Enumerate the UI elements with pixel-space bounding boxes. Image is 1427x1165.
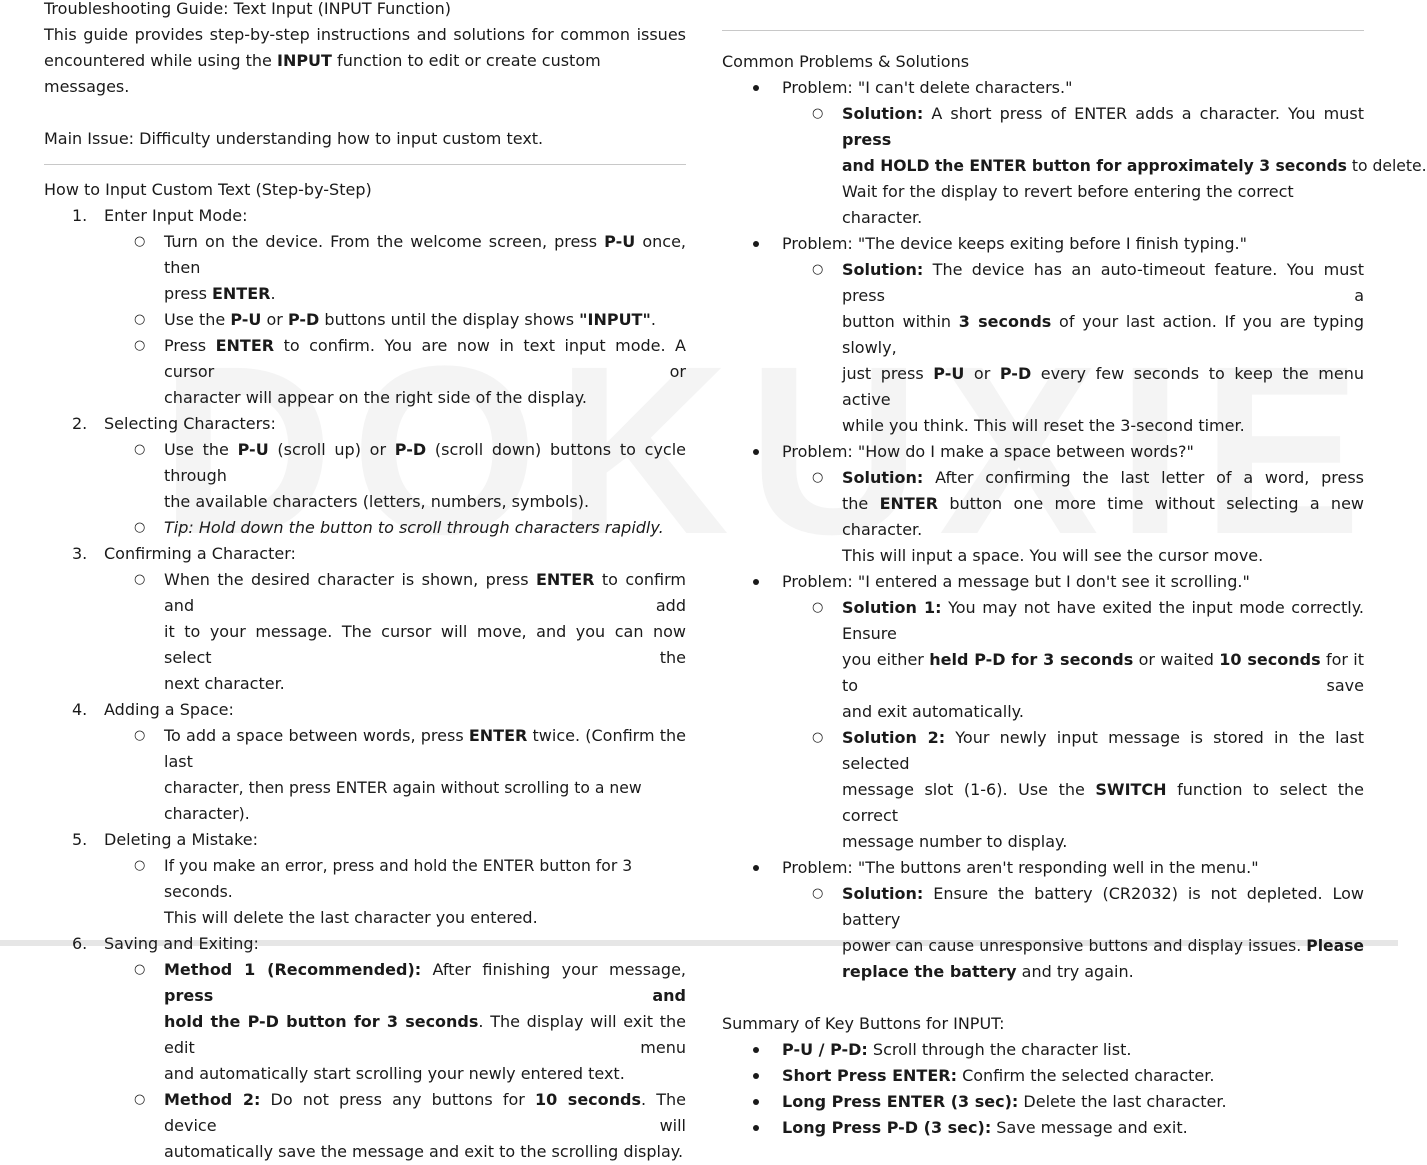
circle-bullet-icon: ○ xyxy=(812,262,824,277)
step-title: Confirming a Character: xyxy=(104,544,296,563)
step-title: Enter Input Mode: xyxy=(104,206,248,225)
problem-2: Problem: "The device keeps exiting before I finish typing." xyxy=(722,231,1364,257)
bullet-dot-icon xyxy=(753,241,759,247)
step-1-sub-3: ○ Press ENTER to confirm. You are now in text input mode. A cursor or character will appear on the right side of the display. xyxy=(44,333,686,411)
step-1-sub-2: ○ Use the P-U or P-D buttons until the display shows "INPUT". xyxy=(44,307,686,333)
summary-item: P-U / P-D: Scroll through the character list. xyxy=(722,1037,1364,1063)
problem-4-solution-1: ○ Solution 1: You may not have exited the input mode correctly. Ensure you either held P-D for 3 seconds or waited 10 seconds for it to save and exit automatically. xyxy=(722,595,1364,725)
summary-heading: Summary of Key Buttons for INPUT: xyxy=(722,1014,1005,1033)
circle-bullet-icon: ○ xyxy=(134,858,146,873)
step-title: Selecting Characters: xyxy=(104,414,276,433)
bullet-dot-icon xyxy=(753,579,759,585)
circle-bullet-icon: ○ xyxy=(812,730,824,745)
main-issue-heading: Main Issue: Difficulty understanding how to input custom text. xyxy=(44,129,544,148)
summary-item: Long Press P-D (3 sec): Save message and exit. xyxy=(722,1115,1364,1141)
bullet-dot-icon xyxy=(753,1125,759,1131)
step-3 xyxy=(44,541,686,567)
step-number: 2. xyxy=(72,414,88,433)
circle-bullet-icon: ○ xyxy=(812,470,824,485)
problem-4: Problem: "I entered a message but I don't see it scrolling." xyxy=(722,569,1364,595)
circle-bullet-icon: ○ xyxy=(812,886,824,901)
circle-bullet-icon: ○ xyxy=(134,338,146,353)
step-title: Saving and Exiting: xyxy=(104,934,259,953)
step-2 xyxy=(44,411,686,437)
bullet-dot-icon xyxy=(753,449,759,455)
circle-bullet-icon: ○ xyxy=(134,962,146,977)
problem-3: Problem: "How do I make a space between words?" xyxy=(722,439,1364,465)
step-1-sub-1: ○ Turn on the device. From the welcome screen, press P-U once, then press ENTER. xyxy=(44,229,686,307)
problem-5-solution: ○ Solution: Ensure the battery (CR2032) is not depleted. Low battery power can cause unresponsive buttons and display issues. Please replace the battery and try again. xyxy=(722,881,1364,985)
intro-text: function to edit or create custom messages. xyxy=(44,51,601,96)
circle-bullet-icon: ○ xyxy=(134,1092,146,1107)
problem-2-solution: ○ Solution: The device has an auto-timeout feature. You must press a button within 3 seconds of your last action. If you are typing slowly, just press P-U or P-D every few seconds to keep the menu active while you think. This will reset the 3-second timer. xyxy=(722,257,1364,439)
bullet-dot-icon xyxy=(753,865,759,871)
step-6 xyxy=(44,931,686,957)
problems-heading: Common Problems & Solutions xyxy=(722,52,970,71)
step-number: 6. xyxy=(72,934,88,953)
step-5 xyxy=(44,827,686,853)
step-1 xyxy=(44,203,686,229)
problem-1-solution: ○ Solution: A short press of ENTER adds a character. You must press and HOLD the ENTER button for approximately 3 seconds to delete. Wait for the display to revert before entering the correct character. xyxy=(722,101,1364,231)
bullet-dot-icon xyxy=(753,1073,759,1079)
step-5-sub-1: ○ If you make an error, press and hold the ENTER button for 3 seconds. This will delete the last character you entered. xyxy=(44,853,686,931)
intro-input-keyword: INPUT xyxy=(276,51,332,70)
circle-bullet-icon: ○ xyxy=(134,312,146,327)
circle-bullet-icon: ○ xyxy=(134,728,146,743)
how-to-heading: How to Input Custom Text (Step-by-Step) xyxy=(44,180,372,199)
step-title: Adding a Space: xyxy=(104,700,234,719)
step-4-sub-1: ○ To add a space between words, press ENTER twice. (Confirm the last character, then press ENTER again without scrolling to a new character). xyxy=(44,723,686,827)
document-title: Troubleshooting Guide: Text Input (INPUT Function) xyxy=(44,0,452,18)
step-number: 3. xyxy=(72,544,88,563)
step-3-sub-1: ○ When the desired character is shown, press ENTER to confirm and add it to your message. The cursor will move, and you can now select the next character. xyxy=(44,567,686,697)
step-2-sub-1: ○ Use the P-U (scroll up) or P-D (scroll down) buttons to cycle through the available characters (letters, numbers, symbols). xyxy=(44,437,686,515)
summary-item: Long Press ENTER (3 sec): Delete the last character. xyxy=(722,1089,1364,1115)
bullet-dot-icon xyxy=(753,1047,759,1053)
divider xyxy=(722,30,1364,31)
step-2-sub-2: ○ Tip: Hold down the button to scroll through characters rapidly. xyxy=(44,515,686,541)
problem-1: Problem: "I can't delete characters." xyxy=(722,75,1364,101)
step-number: 4. xyxy=(72,700,88,719)
intro-line-1: This guide provides step-by-step instructions and solutions for common issues xyxy=(44,25,686,44)
problem-4-solution-2: ○ Solution 2: Your newly input message is stored in the last selected message slot (1-6). Use the SWITCH function to select the correct message number to display. xyxy=(722,725,1364,855)
intro-line-2 xyxy=(44,48,686,100)
circle-bullet-icon: ○ xyxy=(134,442,146,457)
problem-5: Problem: "The buttons aren't responding well in the menu." xyxy=(722,855,1364,881)
step-6-sub-1: ○ Method 1 (Recommended): After finishing your message, press and hold the P-D button for 3 seconds. The display will exit the edit menu and automatically start scrolling your newly entered text. xyxy=(44,957,686,1087)
intro-text: encountered while using the xyxy=(44,51,277,70)
circle-bullet-icon: ○ xyxy=(134,572,146,587)
step-6-sub-2: ○ Method 2: Do not press any buttons for 10 seconds. The device will automatically save the message and exit to the scrolling display. xyxy=(44,1087,686,1165)
summary-item: Short Press ENTER: Confirm the selected character. xyxy=(722,1063,1364,1089)
step-number: 5. xyxy=(72,830,88,849)
circle-bullet-icon: ○ xyxy=(812,600,824,615)
circle-bullet-icon: ○ xyxy=(134,234,146,249)
left-column xyxy=(44,0,686,1165)
circle-bullet-icon: ○ xyxy=(134,520,146,535)
step-title: Deleting a Mistake: xyxy=(104,830,259,849)
circle-bullet-icon: ○ xyxy=(812,106,824,121)
divider xyxy=(44,164,686,165)
step-number: 1. xyxy=(72,206,88,225)
right-column xyxy=(722,0,1427,1141)
problem-3-solution: ○ Solution: After confirming the last letter of a word, press the ENTER button one more time without selecting a new character. This will input a space. You will see the cursor move. xyxy=(722,465,1364,569)
bullet-dot-icon xyxy=(753,1099,759,1105)
bullet-dot-icon xyxy=(753,85,759,91)
step-4 xyxy=(44,697,686,723)
